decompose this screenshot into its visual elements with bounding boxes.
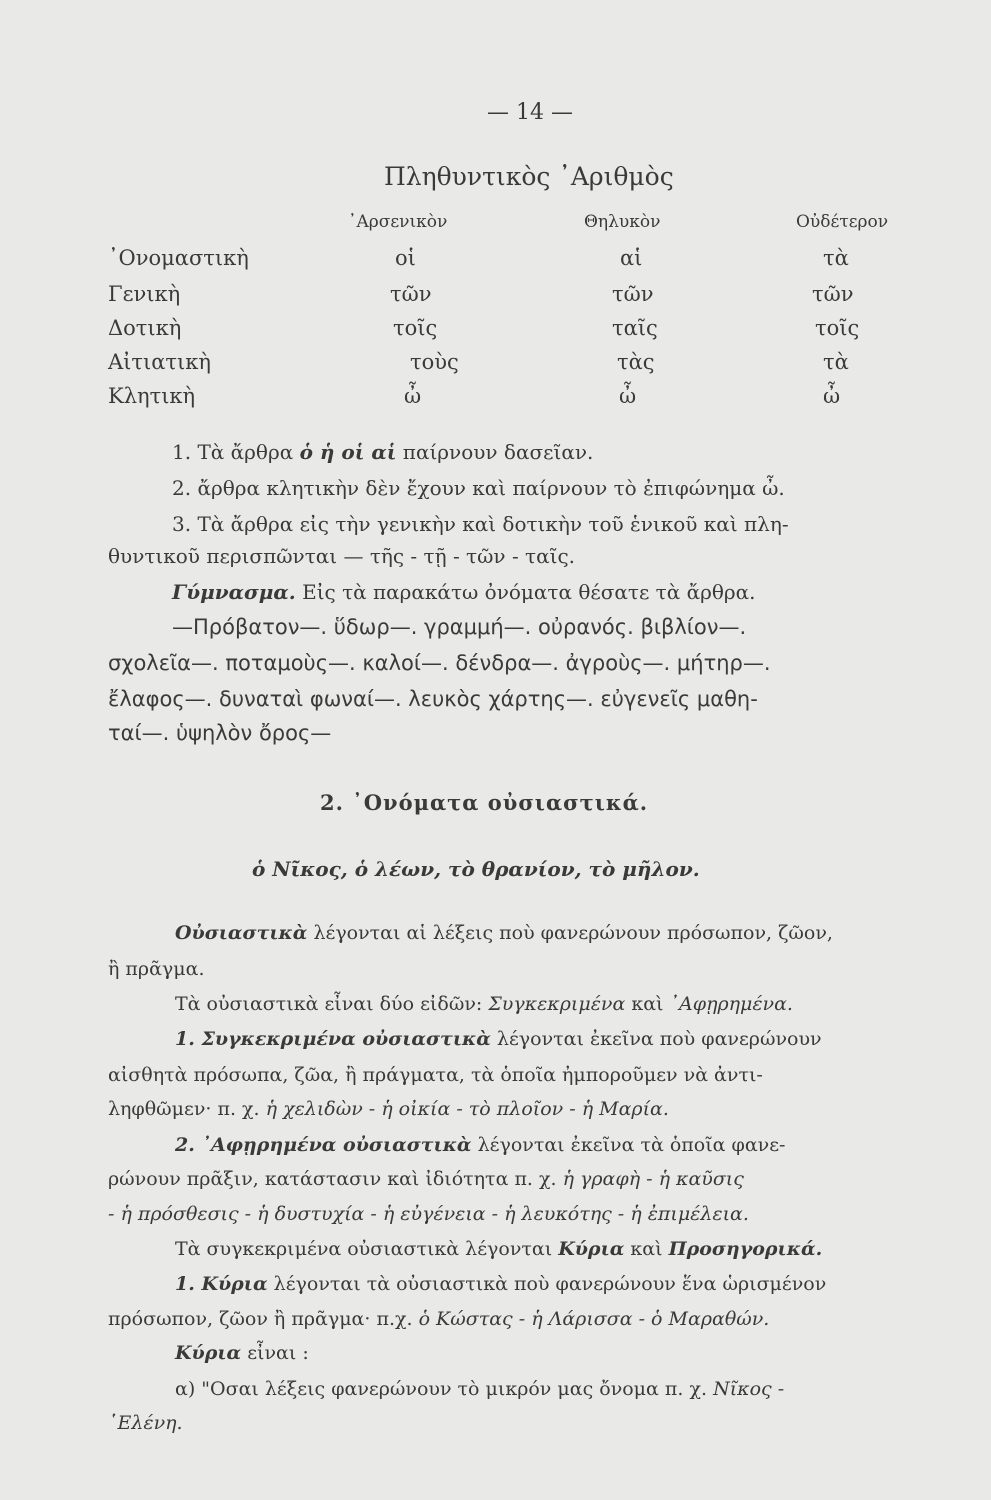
page-number: — 14 — bbox=[487, 100, 573, 125]
case-vocative: Κλητικὴ bbox=[108, 384, 196, 408]
paragraph-3-line-3 bbox=[108, 1098, 669, 1120]
cell-dative-m: τοῖς bbox=[393, 316, 438, 340]
section-heading: 2. ᾿Ονόματα οὐσιαστικά. bbox=[320, 790, 649, 815]
column-header-masculine: ᾿Αρσενικὸν bbox=[348, 212, 448, 232]
paragraph-5 bbox=[175, 1238, 822, 1260]
note-1 bbox=[172, 440, 593, 464]
term-common: Προσηγορικά. bbox=[668, 1238, 823, 1260]
paragraph-7-text: εἶναι : bbox=[241, 1342, 309, 1364]
paragraph-8-line-2: ῾Ελένη. bbox=[108, 1412, 183, 1434]
paragraph-8-line-1 bbox=[175, 1378, 784, 1400]
paragraph-1-text: λέγονται αἱ λέξεις ποὺ φανερώνουν πρόσωπον, ζῶον, bbox=[307, 922, 833, 944]
cell-vocative-n: ὦ bbox=[823, 384, 841, 408]
note-2: 2. ἄρθρα κλητικὴν δὲν ἔχουν καὶ παίρνουν τὸ ἐπιφώνημα ὦ. bbox=[172, 476, 785, 500]
paragraph-6-eg: πρόσωπον, ζῶον ἢ πρᾶγμα· π.χ. bbox=[108, 1308, 419, 1330]
exercise-line-1: —Πρόβατον—. ὕδωρ—. γραμμή—. οὐρανός. βιβλίον—. bbox=[172, 615, 747, 639]
exercise-line-4: ταί—. ὑψηλὸν ὄρος— bbox=[108, 721, 332, 745]
term-proper-2: Κύρια bbox=[175, 1342, 242, 1364]
paragraph-6-line-1 bbox=[175, 1273, 826, 1295]
cell-dative-f: ταῖς bbox=[612, 316, 658, 340]
paragraph-8-text: α) "Οσαι λέξεις φανερώνουν τὸ μικρόν μας ὄνομα π. χ. bbox=[175, 1378, 714, 1400]
paragraph-4-text-2: ρώνουν πρᾶξιν, κατάστασιν καὶ ἰδιότητα π. χ. bbox=[108, 1168, 563, 1190]
case-accusative: Αἰτιατικὴ bbox=[108, 350, 211, 374]
cell-genitive-f: τῶν bbox=[612, 282, 654, 306]
cell-nominative-n: τὰ bbox=[823, 246, 849, 270]
case-nominative: ᾿Ονομαστικὴ bbox=[108, 246, 249, 270]
term-concrete: Συγκεκριμένα bbox=[488, 993, 626, 1015]
note-3-line-2: θυντικοῦ περισπῶνται — τῆς - τῇ - τῶν - ταῖς. bbox=[108, 544, 576, 568]
note-1-text-c: παίρνουν δασεῖαν. bbox=[396, 440, 594, 464]
exercise-line-2: σχολεῖα—. ποταμοὺς—. καλοί—. δένδρα—. ἀγροὺς—. μήτηρ—. bbox=[108, 651, 771, 675]
term-proper-1: 1. Κύρια bbox=[175, 1273, 268, 1295]
column-header-feminine: Θηλυκὸν bbox=[584, 212, 661, 232]
cell-genitive-n: τῶν bbox=[812, 282, 854, 306]
paragraph-7 bbox=[175, 1342, 309, 1364]
paragraph-4-line-3: - ἡ πρόσθεσις - ἡ δυστυχία - ἡ εὐγένεια - ἡ λευκότης - ἡ ἐπιμέλεια. bbox=[108, 1203, 749, 1225]
paragraph-8-example: Νῖκος - bbox=[713, 1378, 785, 1400]
term-substantives: Οὐσιαστικὰ bbox=[175, 922, 308, 944]
paragraph-2-text: Τὰ οὐσιαστικὰ εἶναι δύο εἰδῶν: bbox=[175, 993, 489, 1015]
paragraph-6-line-2 bbox=[108, 1308, 769, 1330]
paragraph-3-line-1 bbox=[175, 1028, 822, 1050]
paragraph-2-and: καὶ bbox=[625, 993, 670, 1015]
paragraph-4-line-1 bbox=[175, 1134, 785, 1156]
note-3-line-1: 3. Τὰ ἄρθρα εἰς τὴν γενικὴν καὶ δοτικὴν τοῦ ἑνικοῦ καὶ πλη- bbox=[172, 512, 789, 536]
paragraph-1-line-2: ἢ πρᾶγμα. bbox=[108, 958, 205, 980]
cell-accusative-f: τὰς bbox=[617, 350, 655, 374]
cell-dative-n: τοῖς bbox=[815, 316, 860, 340]
exercise-instruction: Εἰς τὰ παρακάτω ὀνόματα θέσατε τὰ ἄρθρα. bbox=[295, 580, 756, 604]
term-abstract: ᾿Αφῃρημένα. bbox=[669, 993, 793, 1015]
exercise-heading bbox=[172, 580, 756, 604]
paragraph-2 bbox=[175, 993, 793, 1015]
case-dative: Δοτικὴ bbox=[108, 316, 182, 340]
term-proper: Κύρια bbox=[558, 1238, 625, 1260]
section-examples: ὁ Νῖκος, ὁ λέων, τὸ θρανίον, τὸ μῆλον. bbox=[252, 857, 700, 881]
paragraph-1-line-1 bbox=[175, 922, 833, 944]
term-abstract-substantives: 2. ᾿Αφῃρημένα οὐσιαστικὰ bbox=[175, 1134, 472, 1156]
cell-accusative-n: τὰ bbox=[823, 350, 849, 374]
paragraph-4-line-2 bbox=[108, 1168, 744, 1190]
paragraph-3-text: λέγονται ἐκεῖνα ποὺ φανερώνουν bbox=[490, 1028, 822, 1050]
column-header-neuter: Οὐδέτερον bbox=[796, 212, 889, 232]
term-concrete-substantives: 1. Συγκεκριμένα οὐσιαστικὰ bbox=[175, 1028, 491, 1050]
paragraph-5-text: Τὰ συγκεκριμένα οὐσιαστικὰ λέγονται bbox=[175, 1238, 559, 1260]
paragraph-6-examples: ὁ Κώστας - ἡ Λάρισσα - ὁ Μαραθών. bbox=[418, 1308, 770, 1330]
exercise-line-3: ἔλαφος—. δυναταὶ φωναί—. λευκὸς χάρτης—. εὐγενεῖς μαθη- bbox=[108, 687, 758, 711]
cell-accusative-m: τοὺς bbox=[410, 350, 459, 374]
cell-vocative-m: ὦ bbox=[404, 384, 422, 408]
cell-nominative-m: οἱ bbox=[395, 246, 416, 270]
note-1-text-a: 1. Τὰ ἄρθρα bbox=[172, 440, 300, 464]
paragraph-3-eg: ληφθῶμεν· π. χ. bbox=[108, 1098, 266, 1120]
note-1-articles: ὁ ἡ οἱ αἱ bbox=[299, 440, 397, 464]
paragraph-3-examples: ἡ χελιδὼν - ἡ οἰκία - τὸ πλοῖον - ἡ Μαρία. bbox=[265, 1098, 669, 1120]
cell-vocative-f: ὦ bbox=[619, 384, 637, 408]
paragraph-4-text: λέγονται ἐκεῖνα τὰ ὁποῖα φανε- bbox=[471, 1134, 786, 1156]
paragraph-6-text: λέγονται τὰ οὐσιαστικὰ ποὺ φανερώνουν ἕνα ὡρισμένον bbox=[267, 1273, 827, 1295]
paragraph-3-line-2: αἰσθητὰ πρόσωπα, ζῶα, ἢ πράγματα, τὰ ὁποῖα ἠμποροῦμεν νὰ ἀντι- bbox=[108, 1064, 763, 1086]
paragraph-4-examples-a: ἡ γραφὴ - ἡ καῦσις bbox=[562, 1168, 744, 1190]
exercise-label: Γύμνασμα. bbox=[172, 580, 296, 604]
paragraph-5-and: καὶ bbox=[624, 1238, 669, 1260]
cell-genitive-m: τῶν bbox=[390, 282, 432, 306]
table-title: Πληθυντικὸς ᾿Αριθμὸς bbox=[384, 162, 674, 191]
case-genitive: Γενικὴ bbox=[108, 282, 181, 306]
cell-nominative-f: αἱ bbox=[620, 246, 643, 270]
